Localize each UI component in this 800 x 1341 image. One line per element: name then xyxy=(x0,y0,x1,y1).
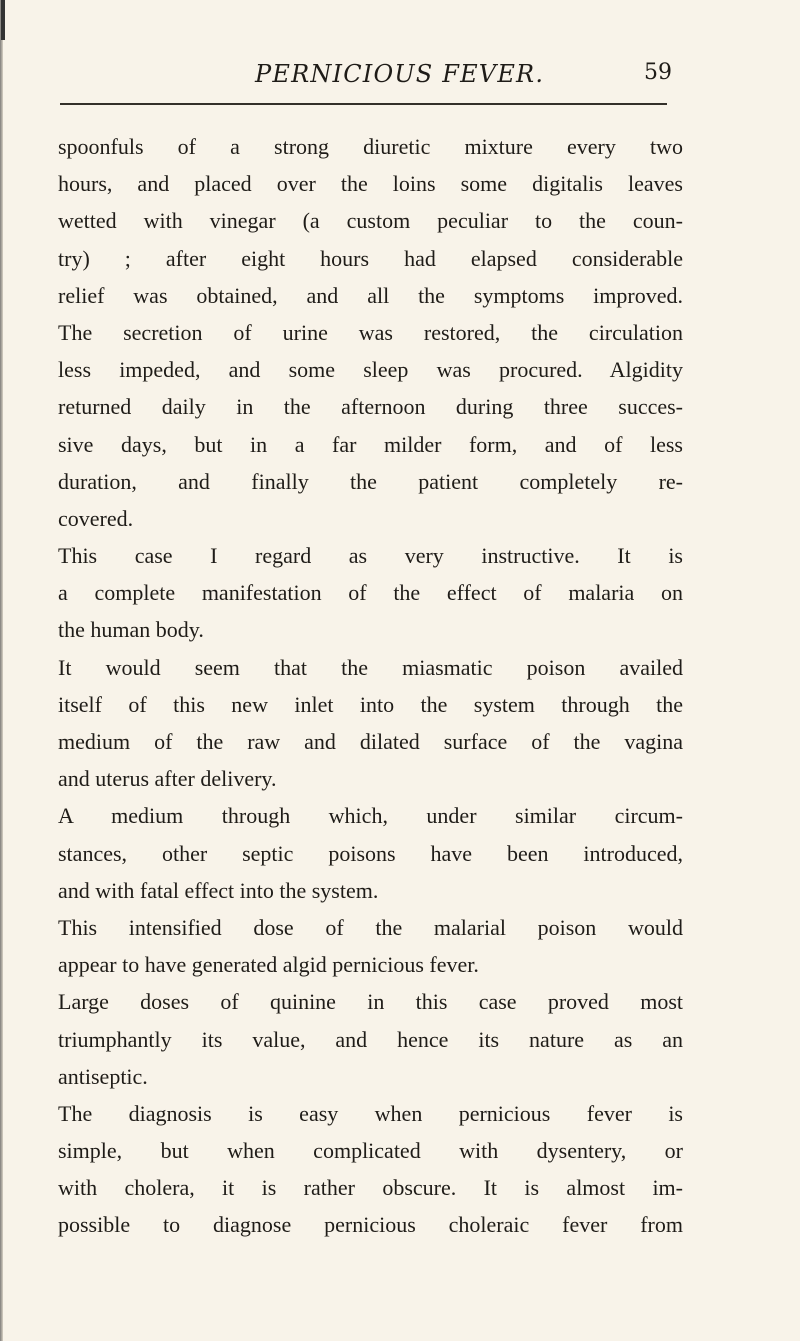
page-number: 59 xyxy=(644,60,672,85)
paragraph-start: The diagnosis is easy when pernicious fever is xyxy=(58,1100,683,1126)
paragraph-start: Large doses of quinine in this case proved most xyxy=(58,989,683,1015)
text-line: simple, but when complicated with dysentery, or xyxy=(58,1138,683,1164)
text-line: possible to diagnose pernicious choleraic fever from xyxy=(58,1212,683,1238)
text-line: stances, other septic poisons have been introduced, xyxy=(58,840,683,866)
body-text xyxy=(58,128,683,1244)
text-line: returned daily in the afternoon during three succes- xyxy=(58,394,683,420)
running-head xyxy=(0,60,800,94)
text-line: triumphantly its value, and hence its nature as an xyxy=(58,1026,683,1052)
text-line: covered. xyxy=(58,505,134,531)
text-line: the human body. xyxy=(58,617,204,643)
text-line: try) ; after eight hours had elapsed considerable xyxy=(58,245,683,271)
header-rule xyxy=(60,103,667,105)
text-line: medium of the raw and dilated surface of the vagina xyxy=(58,729,683,754)
text-line: relief was obtained, and all the symptoms improved. xyxy=(58,282,683,308)
page-left-edge xyxy=(0,0,3,1341)
text-line: appear to have generated algid pernicious fever. xyxy=(58,952,479,978)
paragraph-start: This intensified dose of the malarial poison would xyxy=(58,914,683,940)
text-line: and with fatal effect into the system. xyxy=(58,877,379,903)
text-line: wetted with vinegar (a custom peculiar to the coun- xyxy=(58,208,683,234)
paragraph-start: This case I regard as very instructive. It is xyxy=(58,543,683,569)
text-line: hours, and placed over the loins some digitalis leaves xyxy=(58,171,683,197)
text-line: The secretion of urine was restored, the circulation xyxy=(58,319,683,345)
text-line: less impeded, and some sleep was procured. Algidity xyxy=(58,357,683,383)
binding-mark xyxy=(1,0,5,40)
running-title: PERNICIOUS FEVER. xyxy=(255,60,545,88)
text-line: antiseptic. xyxy=(58,1063,148,1089)
text-line: a complete manifestation of the effect of malaria on xyxy=(58,580,683,606)
text-line: itself of this new inlet into the system through the xyxy=(58,691,683,717)
text-line: sive days, but in a far milder form, and of less xyxy=(58,431,683,457)
text-line: spoonfuls of a strong diuretic mixture every two xyxy=(58,134,683,159)
paragraph-start: It would seem that the miasmatic poison availed xyxy=(58,654,683,680)
text-line: with cholera, it is rather obscure. It is almost im- xyxy=(58,1175,683,1201)
text-line: and uterus after delivery. xyxy=(58,766,277,792)
paragraph-start: A medium through which, under similar circum- xyxy=(58,803,683,829)
text-line: duration, and finally the patient completely re- xyxy=(58,468,683,494)
